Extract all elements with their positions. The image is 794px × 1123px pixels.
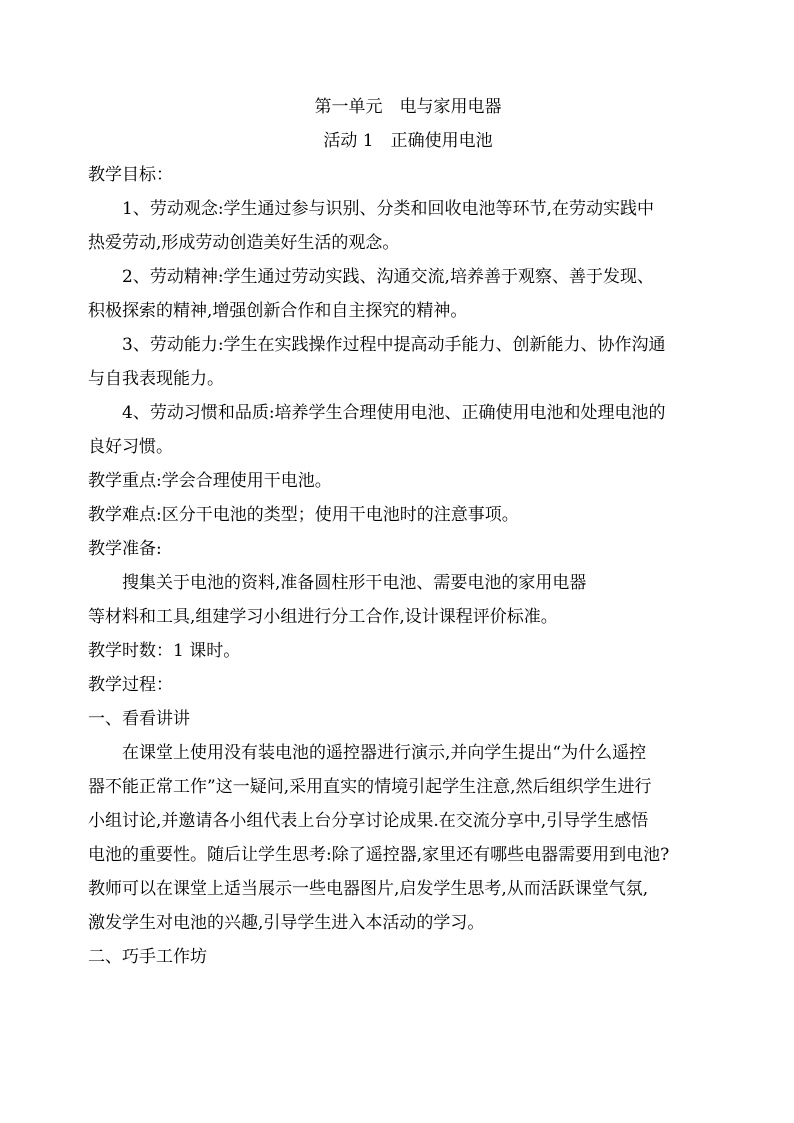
section-2-heading: 二、巧手工作坊 [88, 947, 207, 967]
objective-4-line-1: 4、劳动习惯和品质:培养学生合理使用电池、正确使用电池和处理电池的 [122, 403, 666, 423]
section-1-line-2: 器不能正常工作”这一疑问,采用直实的情境引起学生注意,然后组织学生进行 [88, 777, 652, 797]
objective-4-line-2: 良好习惯。 [88, 437, 173, 457]
document-page [88, 90, 728, 974]
objective-1-line-1: 1、劳动观念:学生通过参与识别、分类和回收电池等环节,在劳动实践中 [122, 199, 654, 219]
section-1-heading: 一、看看讲讲 [88, 709, 190, 729]
teaching-hours: 教学时数：1 课时。 [88, 641, 241, 661]
section-1-line-6: 激发学生对电池的兴趣,引导学生进入本活动的学习。 [88, 913, 485, 933]
section-1-line-5: 教师可以在课堂上适当展示一些电器图片,启发学生思考,从而活跃课堂气氛, [88, 879, 649, 899]
objective-item-4 [88, 396, 728, 464]
objective-item-3 [88, 328, 728, 396]
objective-3-line-2: 与自我表现能力。 [88, 369, 224, 389]
objective-2-line-1: 2、劳动精神:学生通过劳动实践、沟通交流,培养善于观察、善于发现、 [122, 267, 654, 287]
section-1-line-4: 电池的重要性。随后让学生思考:除了遥控器,家里还有哪些电器需要用到电池? [88, 845, 670, 865]
preparation-line-1: 搜集关于电池的资料,准备圆柱形干电池、需要电池的家用电器 [122, 573, 587, 593]
objective-1-line-2: 热爱劳动,形成劳动创造美好生活的观念。 [88, 233, 400, 253]
section-1-line-3: 小组讨论,并邀请各小组代表上台分享讨论成果.在交流分享中,引导学生感悟 [88, 811, 649, 831]
objective-item-2 [88, 260, 728, 328]
section-1-line-1: 在课堂上使用没有装电池的遥控器进行演示,并向学生提出“为什么遥控 [122, 743, 647, 763]
key-point: 教学重点:学会合理使用干电池。 [88, 471, 332, 491]
preparation-line-2: 等材料和工具,组建学习小组进行分工合作,设计课程评价标准。 [88, 607, 558, 627]
activity-title: 活动 1 正确使用电池 [323, 131, 493, 151]
unit-title: 第一单元 电与家用电器 [314, 97, 502, 117]
objective-3-line-1: 3、劳动能力:学生在实践操作过程中提高动手能力、创新能力、协作沟通 [122, 335, 666, 355]
objectives-heading: 教学目标： [88, 165, 173, 185]
preparation-heading: 教学准备: [88, 539, 162, 559]
process-heading: 教学过程： [88, 675, 173, 695]
objective-item-1 [88, 192, 728, 260]
objective-2-line-2: 积极探索的精神,增强创新合作和自主探究的精神。 [88, 301, 468, 321]
difficult-point: 教学难点:区分干电池的类型；使用干电池时的注意事项。 [88, 505, 519, 525]
section-1-paragraph [88, 736, 728, 940]
